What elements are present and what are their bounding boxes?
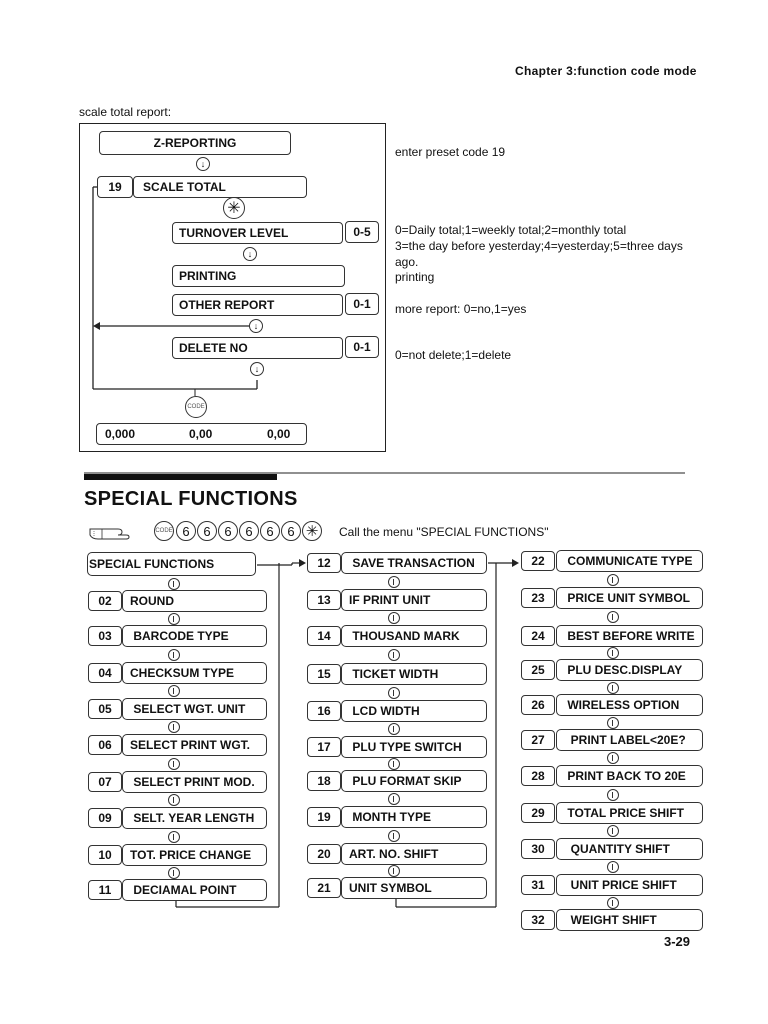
call-menu-text: Call the menu "SPECIAL FUNCTIONS" (339, 525, 549, 539)
down-arrow-icon (607, 682, 619, 694)
down-arrow-icon (243, 247, 257, 261)
delete-range-box (345, 336, 379, 358)
display-weight: 0,000 (105, 427, 136, 441)
function-number: 16 (307, 701, 341, 721)
function-number: 29 (521, 803, 555, 823)
page-number: 3-29 (664, 934, 691, 949)
function-label: BEST BEFORE WRITE (564, 629, 695, 643)
function-label-box (556, 694, 703, 716)
function-label: PLU TYPE SWITCH (349, 740, 462, 754)
asterisk-key-icon: ✳ (223, 197, 245, 219)
code-key-icon (154, 521, 174, 541)
down-arrow-icon (607, 574, 619, 586)
down-arrow-icon (168, 831, 180, 843)
function-label-box (556, 729, 703, 751)
function-label: PRINT LABEL<20E? (564, 733, 686, 747)
note-preset: enter preset code 19 (395, 145, 506, 159)
function-label-box (341, 843, 487, 865)
function-label: DECIAMAL POINT (130, 883, 237, 897)
function-label-box (122, 807, 267, 829)
function-label: QUANTITY SHIFT (564, 842, 670, 856)
function-label: SELECT PRINT MOD. (130, 775, 255, 789)
function-number: 20 (307, 844, 341, 864)
z-reporting-label: Z-REPORTING (153, 136, 237, 150)
function-label: TOT. PRICE CHANGE (130, 848, 252, 862)
function-number: 24 (521, 626, 555, 646)
down-arrow-icon (607, 861, 619, 873)
function-label-box (122, 734, 267, 756)
down-arrow-icon (388, 687, 400, 699)
function-number: 21 (307, 878, 341, 898)
function-label: SELECT PRINT WGT. (130, 738, 250, 752)
function-label-box (341, 806, 487, 828)
down-arrow-icon (388, 865, 400, 877)
function-label: SELECT WGT. UNIT (130, 702, 246, 716)
down-arrow-icon (388, 649, 400, 661)
function-number: 14 (307, 626, 341, 646)
down-arrow-icon (388, 723, 400, 735)
function-number: 15 (307, 664, 341, 684)
function-label-box (122, 625, 267, 647)
down-arrow-icon (388, 612, 400, 624)
function-number: 22 (521, 551, 555, 571)
function-label-box (341, 700, 487, 722)
function-label-box (556, 587, 703, 609)
function-number: 17 (307, 737, 341, 757)
key-sequence (176, 521, 322, 541)
note-more-report: more report: 0=no,1=yes (395, 302, 527, 316)
function-label-box (122, 698, 267, 720)
function-number: 31 (521, 875, 555, 895)
function-label-box (341, 770, 487, 792)
special-functions-heading: SPECIAL FUNCTIONS (84, 488, 298, 510)
note-printing: printing (395, 270, 435, 284)
key-six: 6 (281, 521, 301, 541)
function-label-box (556, 838, 703, 860)
function-label-box (556, 765, 703, 787)
function-number: 28 (521, 766, 555, 786)
function-number: 19 (307, 807, 341, 827)
special-functions-start-label: SPECIAL FUNCTIONS (89, 557, 215, 571)
other-report-label: OTHER REPORT (179, 298, 275, 312)
turnover-range-label: 0-5 (353, 225, 371, 239)
function-label: UNIT SYMBOL (349, 881, 432, 895)
function-label: PRINT BACK TO 20E (564, 769, 686, 783)
key-six: 6 (239, 521, 259, 541)
function-label-box (556, 802, 703, 824)
down-arrow-icon (250, 362, 264, 376)
code-key-icon (185, 396, 207, 418)
code-key-label: CODE (187, 404, 205, 410)
function-label-box (341, 877, 487, 899)
function-label: ROUND (130, 594, 174, 608)
display-readout (96, 423, 307, 445)
down-arrow-icon (168, 721, 180, 733)
function-label-box (122, 844, 267, 866)
pointing-hand-icon (88, 521, 148, 543)
down-arrow-icon (168, 578, 180, 590)
down-arrow-icon (168, 613, 180, 625)
key-six: 6 (197, 521, 217, 541)
function-label: TICKET WIDTH (349, 667, 439, 681)
function-number: 06 (88, 735, 122, 755)
function-label-box (122, 771, 267, 793)
function-label: IF PRINT UNIT (349, 593, 431, 607)
function-label: SAVE TRANSACTION (349, 556, 475, 570)
display-unit-price: 0,00 (189, 427, 213, 441)
function-label-box (122, 879, 267, 901)
other-range-box (345, 293, 379, 315)
function-number: 23 (521, 588, 555, 608)
down-arrow-icon (168, 758, 180, 770)
function-number: 26 (521, 695, 555, 715)
function-label-box (341, 663, 487, 685)
function-number: 13 (307, 590, 341, 610)
function-number: 10 (88, 845, 122, 865)
function-label-box (556, 909, 703, 931)
function-label: LCD WIDTH (349, 704, 420, 718)
down-arrow-icon (607, 825, 619, 837)
other-report-box (172, 294, 343, 316)
down-arrow-icon (388, 758, 400, 770)
function-number: 09 (88, 808, 122, 828)
down-arrow-icon (388, 576, 400, 588)
function-label: PLU DESC.DISPLAY (564, 663, 683, 677)
function-label: COMMUNICATE TYPE (564, 554, 693, 568)
report-title: scale total report: (79, 105, 172, 119)
turnover-range-box (345, 221, 379, 243)
key-six: 6 (260, 521, 280, 541)
down-arrow-icon (607, 789, 619, 801)
note-delete: 0=not delete;1=delete (395, 348, 512, 362)
function-label-box (341, 552, 487, 574)
function-number: 05 (88, 699, 122, 719)
function-label: MONTH TYPE (349, 810, 432, 824)
function-number: 03 (88, 626, 122, 646)
function-label-box (122, 590, 267, 612)
function-label-box (556, 659, 703, 681)
function-label: TOTAL PRICE SHIFT (564, 806, 685, 820)
function-label: PRICE UNIT SYMBOL (564, 591, 691, 605)
down-arrow-icon (168, 685, 180, 697)
function-number: 12 (307, 553, 341, 573)
function-number: 11 (88, 880, 122, 900)
function-number: 32 (521, 910, 555, 930)
function-label: PLU FORMAT SKIP (349, 774, 462, 788)
function-label: ART. NO. SHIFT (349, 847, 439, 861)
down-arrow-icon (168, 794, 180, 806)
note-turnover-2: 3=the day before yesterday;4=yesterday;5=three days (395, 239, 683, 253)
function-label-box (556, 625, 703, 647)
down-arrow-icon (607, 647, 619, 659)
function-label-box (341, 625, 487, 647)
key-six: 6 (218, 521, 238, 541)
code-key-label: CODE (155, 528, 173, 534)
down-arrow-icon (607, 752, 619, 764)
function-number: 30 (521, 839, 555, 859)
function-label: BARCODE TYPE (130, 629, 229, 643)
note-turnover-1: 0=Daily total;1=weekly total;2=monthly total (395, 223, 627, 237)
function-label: UNIT PRICE SHIFT (564, 878, 677, 892)
scale-code-label: 19 (108, 180, 122, 194)
function-label-box (341, 589, 487, 611)
down-arrow-icon (607, 611, 619, 623)
note-turnover-3: ago. (395, 255, 419, 269)
printing-label: PRINTING (179, 269, 237, 283)
function-number: 25 (521, 660, 555, 680)
function-label: SELT. YEAR LENGTH (130, 811, 255, 825)
scale-total-label: SCALE TOTAL (143, 180, 226, 194)
down-arrow-icon (168, 867, 180, 879)
function-label: THOUSAND MARK (349, 629, 460, 643)
delete-no-box (172, 337, 343, 359)
scale-code-box (97, 176, 133, 198)
function-number: 18 (307, 771, 341, 791)
function-number: 27 (521, 730, 555, 750)
turnover-level-box (172, 222, 343, 244)
down-arrow-icon (249, 319, 263, 333)
chapter-header: Chapter 3:function code mode (515, 64, 697, 78)
function-label-box (341, 736, 487, 758)
other-range-label: 0-1 (353, 297, 371, 311)
function-label: WIRELESS OPTION (564, 698, 680, 712)
function-number: 07 (88, 772, 122, 792)
key-six: 6 (176, 521, 196, 541)
delete-no-label: DELETE NO (179, 341, 248, 355)
down-arrow-icon (168, 649, 180, 661)
z-reporting-box (99, 131, 291, 155)
printing-box (172, 265, 345, 287)
special-functions-start-box (87, 552, 256, 576)
function-label-box (556, 550, 703, 572)
function-label: WEIGHT SHIFT (564, 913, 657, 927)
function-label-box (122, 662, 267, 684)
delete-range-label: 0-1 (353, 340, 371, 354)
down-arrow-icon (607, 717, 619, 729)
scale-total-box (133, 176, 307, 198)
function-number: 02 (88, 591, 122, 611)
function-label-box (556, 874, 703, 896)
turnover-level-label: TURNOVER LEVEL (179, 226, 289, 240)
function-number: 04 (88, 663, 122, 683)
down-arrow-icon (196, 157, 210, 171)
function-label: CHECKSUM TYPE (130, 666, 235, 680)
down-arrow-icon (607, 897, 619, 909)
display-total-price: 0,00 (267, 427, 291, 441)
asterisk-key-icon: ✳ (302, 521, 322, 541)
down-arrow-icon (388, 793, 400, 805)
down-arrow-icon (388, 830, 400, 842)
